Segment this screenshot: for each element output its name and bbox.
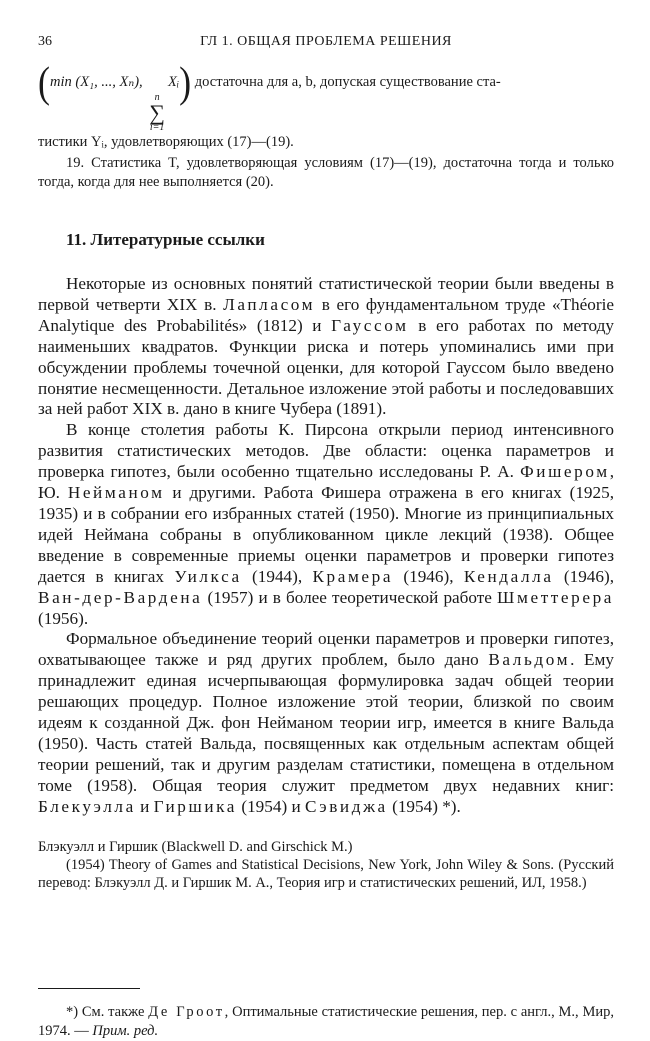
editor-note: Прим. ред. — [92, 1022, 159, 1039]
paragraph-1 — [38, 274, 614, 420]
text-run: (1957) и в более теоретической работе — [202, 587, 498, 607]
body-text — [38, 274, 614, 818]
spaced-name: Блекуэлла — [38, 796, 136, 816]
text-run: (1946), — [393, 566, 464, 586]
text-run: , Оптимальные статистические решения, пер. с англ., М., Мир, 1974. — — [38, 1003, 614, 1039]
open-paren-glyph: ( — [38, 58, 50, 106]
text-run: и другими. Работа Фишера отражена в его книгах (1925, 1935) и в собрании его избранных статей (1950). Многие из принципиальных идей Неймана собраны в опубликованном цикле лекций (1938). Общее введение в современные приемы оценки параметров и проверки гипотез дается в книгах — [38, 483, 614, 586]
text-run: в его работах по методу наименьших квадратов. Функции риска и потерь упоминались ими при обсуждении проблемы точечной оценки, для которой Гауссом было введено понятие несмещенности. Детальное изложение этой работы и последовавших за ней работ XIX в. дано в книге Чубера (1891). — [38, 315, 614, 419]
reference-entry — [38, 838, 614, 892]
paragraph-3 — [38, 629, 614, 817]
text-run: Некоторые из основных понятий статистической теории были введены в первой четверти XIX в. — [38, 274, 614, 314]
running-head: ГЛ 1. ОБЩАЯ ПРОБЛЕМА РЕШЕНИЯ — [200, 34, 452, 49]
reference-detail: (1954) Theory of Games and Statistical Decisions, New York, John Wiley & Sons. (Русский перевод: Блэкуэлл Д. и Гиршик М. А., Теория игр и статистических решений, ИЛ, 1958.) — [38, 856, 614, 891]
exercise-line2: тистики Yᵢ, удовлетворяющих (17)—(19). — [38, 134, 294, 150]
text-run: (1944), — [241, 566, 313, 586]
close-paren-glyph: ) — [179, 58, 192, 106]
page-header — [38, 34, 614, 54]
footnote-rule — [38, 988, 140, 989]
sum-upper-limit: n — [154, 92, 160, 103]
text-run: (1946), — [553, 566, 614, 586]
paragraph-2 — [38, 420, 614, 629]
spaced-name: Ван-дер-Вардена — [38, 587, 203, 607]
spaced-name: Уилкса — [174, 566, 242, 586]
sum-term: Xᵢ — [167, 74, 180, 90]
sum-operator — [149, 93, 165, 133]
text-run: в его фундаментальном труде «Théorie Analytique des Probabilités» (1812) и — [38, 294, 614, 335]
spaced-name: Де Гроот — [148, 1003, 225, 1020]
exercise-19: 19. Статистика T, удовлетворяющая условиям (17)—(19), достаточна тогда и только тогда, когда для нее выполняется (20). — [38, 155, 614, 190]
spaced-name: Нейманом — [67, 483, 165, 503]
page — [38, 34, 614, 1041]
text-run: (1954) и — [237, 796, 305, 816]
text-run: Формальное объединение теорий оценки параметров и проверки гипотез, охватывающее также и ряд других проблем, было дано — [38, 629, 614, 670]
spaced-name: Сэвиджа — [304, 796, 388, 816]
spaced-name: Фишером — [520, 462, 610, 482]
text-run: . Ему принадлежит единая исчерпывающая формулировка задач общей теории решающих процедур. Полное изложение этой теории, близкой по своим идеям к созданной Дж. фон Нейманом теории игр, имеется в книге Вальда (1950). Часть статей Вальда, посвященных как отдельным аспектам общей теории решений, так и другим разделам статистики, помещена в отдельном томе (1958). Общая теория служит предметом двух недавних книг: — [38, 650, 614, 795]
spaced-name: Вальдом — [488, 650, 571, 670]
exercise-text-after: достаточна для a, b, допуская существование ста- — [194, 74, 501, 90]
spaced-name: Лапласом — [223, 294, 316, 314]
reference-authors: Блэкуэлл и Гиршик (Blackwell D. and Girschick M.) — [38, 838, 353, 855]
spaced-name: Шметтерера — [497, 587, 614, 607]
text-run: (1954) *). — [387, 796, 461, 816]
text-run: (1956). — [38, 608, 89, 628]
spaced-name: Гауссом — [331, 315, 409, 335]
spaced-name: Кендалла — [463, 566, 554, 586]
text-run: , Ю. — [38, 462, 614, 503]
section-title: 11. Литературные ссылки — [66, 230, 265, 249]
sum-lower-limit: i=1 — [149, 122, 165, 133]
text-run: *) См. также — [66, 1003, 149, 1020]
footnote — [38, 1003, 614, 1041]
formula-min: min (X₁, ..., Xₙ), — [50, 74, 143, 90]
sigma-glyph: ∑ — [149, 100, 165, 125]
page-number: 36 — [38, 34, 52, 49]
exercise-continuation — [38, 58, 614, 133]
spaced-name: Гиршика — [153, 796, 238, 816]
text-run: и — [135, 796, 154, 816]
spaced-name: Крамера — [312, 566, 394, 586]
text-run: В конце столетия работы К. Пирсона открыли период интенсивного развития статистических методов. Две области: оценка параметров и проверка гипотез, были особенно тщательно исследованы Р. А. — [38, 420, 614, 482]
